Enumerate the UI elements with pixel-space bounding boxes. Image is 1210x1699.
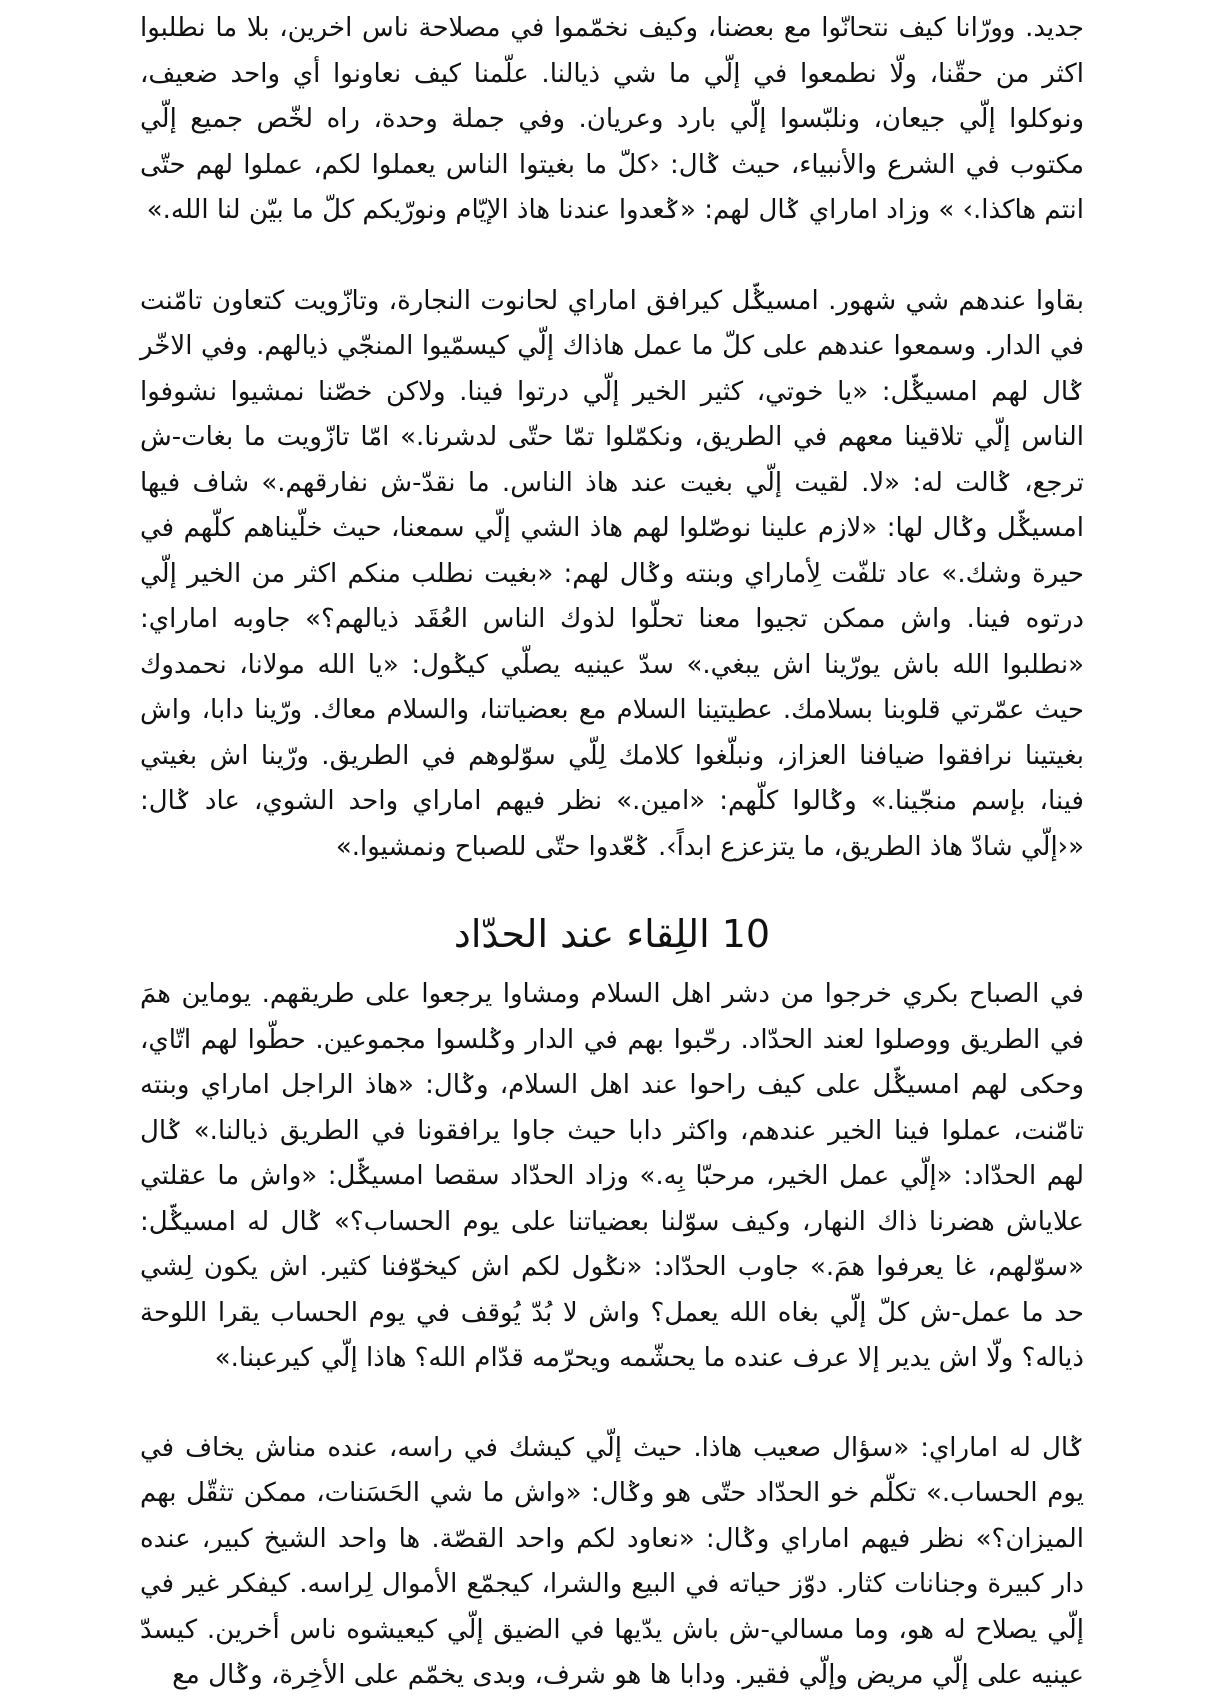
paragraph: بقاوا عندهم شي شهور. امسيݣّل كيرافق اماراي لحانوت النجارة، وتازّويت كتعاون تامّنت في الدار. وسمعوا عندهم على كلّ ما عمل هاذاك إلّي كيسمّيوا المنجّي ذيالهم. وفي الاخّر ݣال لهم امسيݣّل: «يا خوتي، كثير الخير إلّي درتوا فينا. ولاكن خصّنا نمشيوا نشوفوا الناس إلّي تلاقينا معهم في الطريق، ونكمّلوا تمّا حتّى لدشرنا.» امّا تازّويت ما بغات-ش ترجع، ݣالت له: «لا. لقيت إلّي بغيت عند هاذ الناس. ما نقدّ-ش نفارقهم.» شاف فيها امسيݣّل وݣال لها: «لازم علينا نوصّلوا لهم هاذ الشي إلّي سمعنا، حيث خلّيناهم كلّهم في حيرة وشك.» عاد تلفّت لِأماراي وبنته وݣال لهم: «بغيت نطلب منكم اكثر من الخير إلّي درتوه فينا. واش ممكن تجيوا معنا تحلّوا لذوك الناس العُقَد ذيالهم؟» جاوبه اماراي: «نطلبوا الله باش يورّينا اش يبغي.» سدّ عينيه يصلّي كيݣول: «يا الله مولانا، نحمدوك حيث عمّرتي قلوبنا بسلامك. عطيتينا السلام مع بعضياتنا، والسلام معاك. ورّينا دابا، واش بغيتينا نرافقوا ضيافنا العزاز، ونبلّغوا كلامك لِلّي سوّلوهم في الطريق. ورّينا اش بغيتي فينا، بإسم منجّينا.» وݣالوا كلّهم: «امين.» نظر فيهم اماراي واحد الشوي، عاد ݣال: «‹إلّي شادّ هاذ الطريق، ما يتزعزع ابداً›. ݣعّدوا حتّى للصباح ونمشيوا.» (140, 285, 1084, 862)
chapter-heading: 10 اللِقاء عند الحدّاد (453, 912, 771, 956)
paragraph: في الصباح بكري خرجوا من دشر اهل السلام ومشاوا يرجعوا على طريقهم. يوماين همَ في الطريق ووصلوا لعند الحدّاد. رحّبوا بهم في الدار وݣلسوا مجموعين. حطّوا لهم اتّاي، وحكى لهم امسيݣّل على كيف راحوا عند اهل السلام، وݣال: «هاذ الراجل اماراي وبنته تامّنت، عملوا فينا الخير عندهم، واكثر دابا حيث جاوا يرافقونا في الطريق ذيالنا.» ݣال لهم الحدّاد: «إلّي عمل الخير، مرحبّا بِه.» وزاد الحدّاد سقصا امسيݣّل: «واش ما عقلتي علاياش هضرنا ذاك النهار، وكيف سوّلنا بعضياتنا على يوم الحساب؟» ݣال له امسيݣّل: «سوّلهم، غا يعرفوا همَ.» جاوب الحدّاد: «نݣول لكم اش كيخوّفنا كثير. اش يكون لِشي حد ما عمل-ش كلّ إلّي بغاه الله يعمل؟ واش لا بُدّ يُوقف في يوم الحساب يقرا اللوحة ذياله؟ ولّا اش يدير إلا عرف عنده ما يحشّمه ويحرّمه قدّام الله؟ هاذا إلّي كيرعبنا.» (140, 979, 1084, 1373)
paragraph: ݣال له اماراي: «سؤال صعيب هاذا. حيث إلّي كيشك في راسه، عنده مناش يخاف في يوم الحساب.» تكلّم خو الحدّاد حتّى هو وݣال: «واش ما شي الحَسَنات، ممكن تثقّل بهم الميزان؟» نظر فيهم اماراي وݣال: «نعاود لكم واحد القصّة. ها واحد الشيخ كبير، عنده دار كبيرة وجنانات كثار. دوّز حياته في البيع والشرا، كيجمّع الأموال لِراسه. كيفكر غير في إلّي يصلاح له هو، وما مسالي-ش باش يدّيها في الضيق إلّي كيعيشوه ناس أخرين. كيسدّ عينيه على إلّي مريض وإلّي فقير. ودابا ها هو شرف، وبدى يخمّم على الأخِرة، وݣال مع (140, 1432, 1084, 1690)
paragraph: جديد. وورّانا كيف نتحانّوا مع بعضنا، وكيف نخمّموا في مصلاحة ناس اخرين، بلا ما نطلبوا اكثر من حقّنا، ولّا نطمعوا في إلّي ما شي ذيالنا. علّمنا كيف نعاونوا أي واحد ضعيف، ونوكلوا إلّي جيعان، ونلبّسوا إلّي بارد وعريان. وفي جملة وحدة، راه لخّص جميع إلّي مكتوب في الشرع والأنبياء، حيث ݣال: ‹كلّ ما بغيتوا الناس يعملوا لكم، عملوا لهم حتّى انتم هاكذا.› » وزاد اماراي ݣال لهم: «ݣعدوا عندنا هاذ الإيّام ونورّيكم كلّ ما بيّن لنا الله.» (140, 13, 1084, 225)
document-page (140, 6, 1084, 1699)
